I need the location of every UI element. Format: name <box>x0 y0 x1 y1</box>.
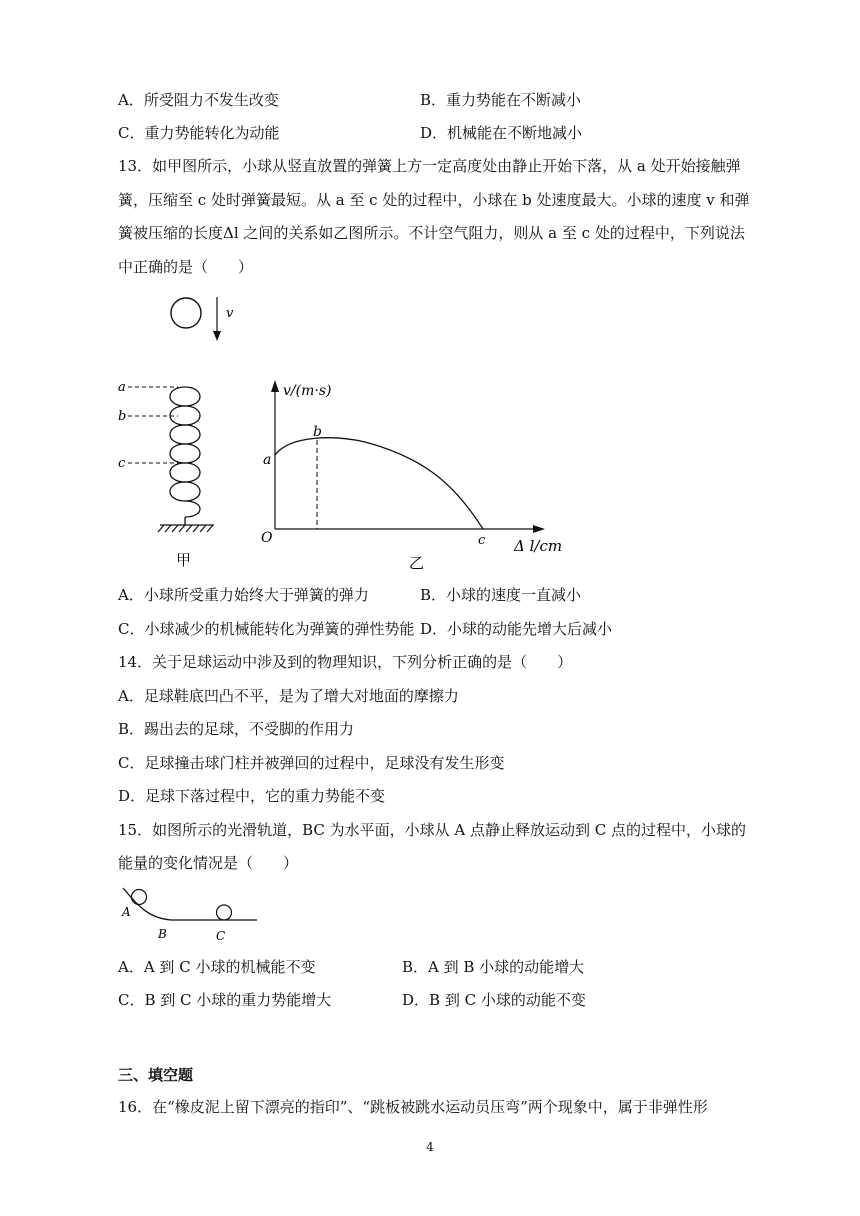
curve-c-label: c <box>478 533 486 548</box>
q15-option-d: D．B 到 C 小球的动能不变 <box>402 991 586 1009</box>
ball-icon <box>171 298 201 328</box>
velocity-curve <box>275 438 483 529</box>
q13-stem-line3: 簧被压缩的长度Δl 之间的关系如乙图所示。不计空气阻力，则从 a 至 c 处的过程中，下列说法 <box>118 224 745 242</box>
level-c-label: c <box>118 456 126 471</box>
spring-icon <box>170 387 200 525</box>
q12-option-a: A．所受阻力不发生改变 <box>118 91 279 109</box>
q13-stem-line1: 13．如甲图所示，小球从竖直放置的弹簧上方一定高度处由静止开始下落，从 a 处开始接触弹 <box>118 157 741 175</box>
q16-stem-line1: 16．在“橡皮泥上留下漂亮的指印”、“跳板被跳水运动员压弯”两个现象中，属于非弹性形 <box>118 1098 708 1116</box>
q15-option-a: A．A 到 C 小球的机械能不变 <box>118 958 316 976</box>
curve-a-label: a <box>263 452 272 468</box>
ball-c-icon <box>217 905 232 920</box>
q13-stem-line4: 中正确的是（ ） <box>118 258 254 276</box>
q13-option-c: C．小球减少的机械能转化为弹簧的弹性势能 <box>118 620 415 638</box>
q13-option-a: A．小球所受重力始终大于弹簧的弹力 <box>118 586 369 604</box>
q13-stem-line2: 簧，压缩至 c 处时弹簧最短。从 a 至 c 处的过程中，小球在 b 处速度最大。小球的速度 v 和弹 <box>118 191 750 209</box>
origin-label: O <box>261 530 273 546</box>
q14-stem: 14．关于足球运动中涉及到的物理知识，下列分析正确的是（ ） <box>118 653 573 671</box>
x-axis-label: Δ l/cm <box>514 537 563 555</box>
q14-option-b: B．踢出去的足球，不受脚的作用力 <box>118 720 355 738</box>
curve-b-label: b <box>313 424 322 440</box>
q12-option-d: D．机械能在不断地减小 <box>420 124 583 142</box>
point-c-label: C <box>216 929 226 943</box>
point-a-label: A <box>122 905 131 919</box>
q12-option-c: C．重力势能转化为动能 <box>118 124 280 142</box>
q14-option-d: D．足球下落过程中，它的重力势能不变 <box>118 787 386 805</box>
velocity-label: v <box>226 306 234 321</box>
q14-option-a: A．足球鞋底凹凸不平，是为了增大对地面的摩擦力 <box>118 687 459 705</box>
section-3-title: 三、填空题 <box>118 1066 194 1084</box>
figure-jia-caption: 甲 <box>176 551 192 569</box>
q15-track-figure <box>115 882 265 944</box>
q13-figure-jia <box>110 285 260 575</box>
q13-option-d: D．小球的动能先增大后减小 <box>420 620 613 638</box>
q12-option-b: B．重力势能在不断减小 <box>420 91 582 109</box>
q14-option-c: C．足球撞击球门柱并被弹回的过程中，足球没有发生形变 <box>118 754 505 772</box>
y-axis-label: v/(m·s) <box>283 383 332 399</box>
point-b-label: B <box>158 927 167 941</box>
figure-yi-caption: 乙 <box>409 554 425 572</box>
q15-option-c: C．B 到 C 小球的重力势能增大 <box>118 991 332 1009</box>
ball-a-icon <box>132 890 147 905</box>
q13-figure-yi <box>255 370 575 575</box>
q15-stem-line2: 能量的变化情况是（ ） <box>118 854 299 872</box>
q15-option-b: B．A 到 B 小球的动能增大 <box>402 958 585 976</box>
track-curve <box>123 888 257 920</box>
q13-option-b: B．小球的速度一直减小 <box>420 586 582 604</box>
q15-stem-line1: 15．如图所示的光滑轨道，BC 为水平面，小球从 A 点静止释放运动到 C 点的过程中，小球的 <box>118 821 747 839</box>
page-number: 4 <box>426 1140 434 1154</box>
level-a-label: a <box>118 380 126 395</box>
ground-hatch <box>158 525 214 532</box>
level-b-label: b <box>118 409 127 424</box>
